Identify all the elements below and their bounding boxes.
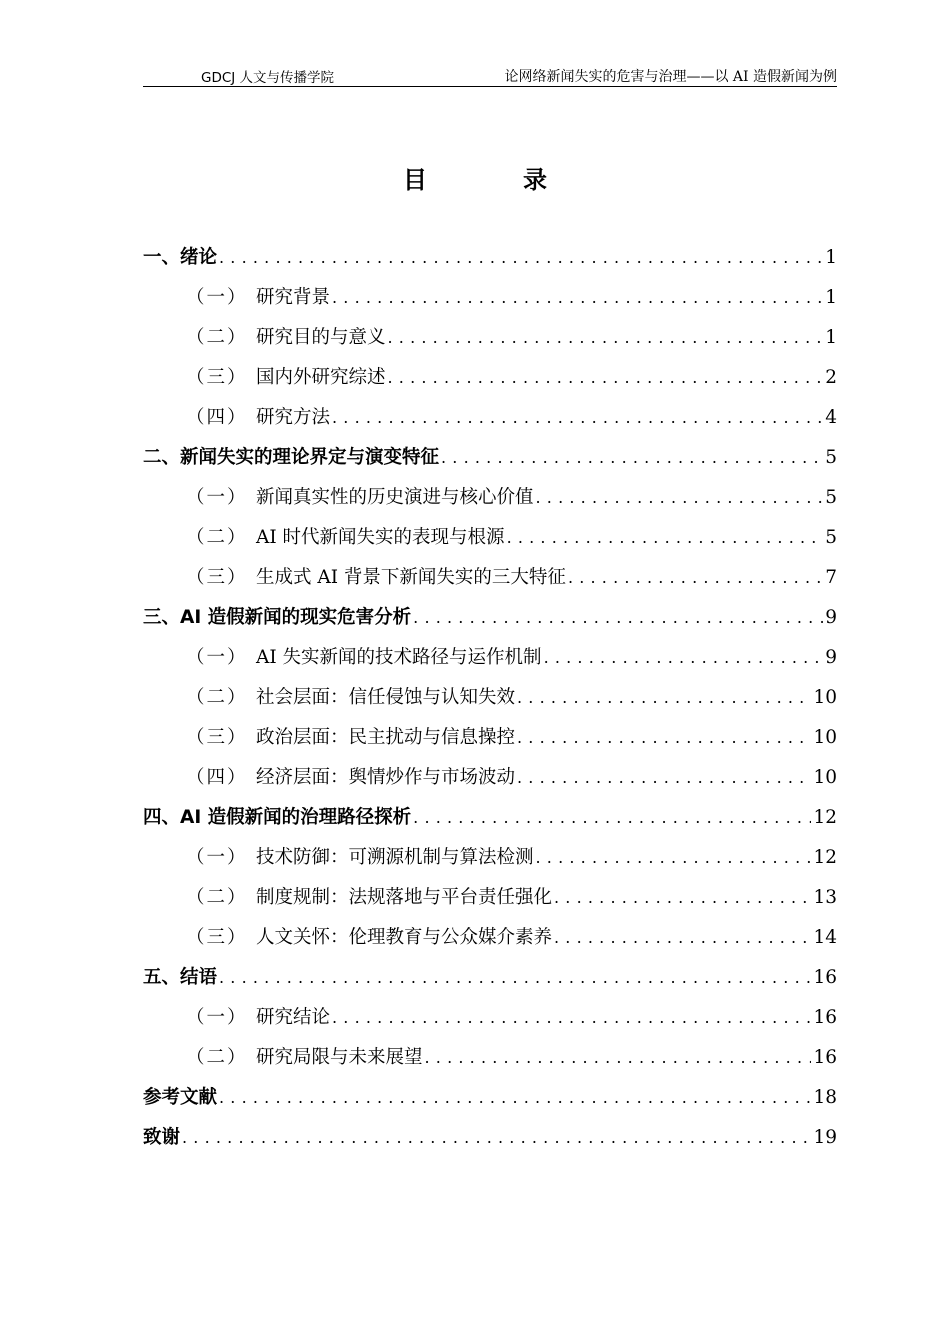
toc-entry[interactable] <box>186 883 837 913</box>
toc-entry-label: 生成式 AI 背景下新闻失实的三大特征 <box>256 567 566 588</box>
toc-entry-label: 制度规制：法规落地与平台责任强化 <box>256 887 553 908</box>
toc-entry-page: 1 <box>825 287 837 308</box>
toc-entry[interactable] <box>186 523 837 553</box>
toc-entry[interactable] <box>143 803 837 833</box>
toc-entry-number: （一） <box>186 647 248 668</box>
toc-entry-page: 1 <box>825 327 837 348</box>
toc-leader-dots <box>425 1043 812 1073</box>
toc-entry[interactable] <box>186 763 837 793</box>
toc-entry-label: 政治层面：民主扰动与信息操控 <box>256 727 516 748</box>
toc-entry-number: （二） <box>186 527 248 548</box>
toc-entry-number: （三） <box>186 367 248 388</box>
toc-leader-dots <box>517 723 811 753</box>
toc-entry-number: （一） <box>186 287 248 308</box>
page-header <box>143 64 837 87</box>
toc-entry-page: 10 <box>813 727 837 748</box>
toc-entry-page: 16 <box>813 1007 837 1028</box>
toc-leader-dots <box>219 243 823 273</box>
toc-entry-number: （三） <box>186 727 248 748</box>
toc-entry-label: 社会层面：信任侵蚀与认知失效 <box>256 687 516 708</box>
toc-leader-dots <box>507 523 824 553</box>
toc-leader-dots <box>332 283 823 313</box>
toc-entry-number: （三） <box>186 927 248 948</box>
toc-entry-page: 7 <box>825 567 837 588</box>
toc-entry[interactable] <box>143 603 837 633</box>
toc-entry-label: 一、绪论 <box>143 247 218 268</box>
toc-entry[interactable] <box>186 283 837 313</box>
toc-leader-dots <box>517 683 811 713</box>
toc-entry[interactable] <box>186 683 837 713</box>
toc-entry-number: （四） <box>186 407 248 428</box>
toc-entry-label: 经济层面：舆情炒作与市场波动 <box>256 767 516 788</box>
toc-leader-dots <box>413 803 811 833</box>
toc-leader-dots <box>332 403 823 433</box>
toc-leader-dots <box>413 603 823 633</box>
toc-entry-label: 二、新闻失实的理论界定与演变特征 <box>143 447 440 468</box>
toc-leader-dots <box>517 763 811 793</box>
toc-entry-number: （一） <box>186 847 248 868</box>
toc-entry-label: 研究结论 <box>256 1007 331 1028</box>
toc-entry[interactable] <box>186 323 837 353</box>
toc-title: 目录 <box>403 166 643 194</box>
toc-entry[interactable] <box>143 443 837 473</box>
toc-entry-label: 人文关怀：伦理教育与公众媒介素养 <box>256 927 553 948</box>
toc-entry[interactable] <box>143 1083 837 1113</box>
toc-entry-number: （四） <box>186 767 248 788</box>
toc-entry[interactable] <box>143 963 837 993</box>
toc-leader-dots <box>536 483 824 513</box>
toc-leader-dots <box>388 363 824 393</box>
toc-leader-dots <box>568 563 823 593</box>
toc-entry-page: 19 <box>813 1127 837 1148</box>
toc-entry-label: 研究方法 <box>256 407 331 428</box>
toc-leader-dots <box>219 1083 811 1113</box>
toc-entry-page: 16 <box>813 1047 837 1068</box>
toc-entry-label: AI 失实新闻的技术路径与运作机制 <box>256 647 542 668</box>
toc-entry[interactable] <box>186 723 837 753</box>
toc-entry-page: 16 <box>813 967 837 988</box>
toc-entry-label: 致谢 <box>143 1127 181 1148</box>
toc-leader-dots <box>554 883 811 913</box>
toc-entry-page: 18 <box>813 1087 837 1108</box>
toc-entry[interactable] <box>186 1003 837 1033</box>
toc-entry-number: （二） <box>186 687 248 708</box>
toc-entry-page: 2 <box>825 367 837 388</box>
toc-entry[interactable] <box>186 403 837 433</box>
toc-entry-page: 12 <box>813 807 837 828</box>
toc-entry-label: 三、AI 造假新闻的现实危害分析 <box>143 607 412 628</box>
toc-entry[interactable] <box>186 563 837 593</box>
toc-leader-dots <box>554 923 811 953</box>
toc-entry[interactable] <box>186 363 837 393</box>
toc-entry-page: 9 <box>825 647 837 668</box>
toc-entry-number: （二） <box>186 327 248 348</box>
toc-entry-label: 国内外研究综述 <box>256 367 386 388</box>
toc-entry-label: 研究目的与意义 <box>256 327 386 348</box>
toc-entry[interactable] <box>186 843 837 873</box>
toc-leader-dots <box>219 963 811 993</box>
header-thesis-title: 论网络新闻失实的危害与治理——以 AI 造假新闻为例 <box>504 69 837 85</box>
toc-leader-dots <box>332 1003 811 1033</box>
toc-entry-number: （一） <box>186 487 248 508</box>
header-school: GDCJ 人文与传播学院 <box>201 70 335 86</box>
toc-entry[interactable] <box>186 483 837 513</box>
toc-entry-page: 13 <box>813 887 837 908</box>
toc-leader-dots <box>544 643 824 673</box>
toc-entry-page: 1 <box>825 247 837 268</box>
toc-entry-label: 新闻真实性的历史演进与核心价值 <box>256 487 534 508</box>
toc-entry-label: 参考文献 <box>143 1087 218 1108</box>
toc-entry[interactable] <box>186 1043 837 1073</box>
toc-entry-label: 五、结语 <box>143 967 218 988</box>
toc-entry[interactable] <box>186 923 837 953</box>
toc-entry-label: 研究局限与未来展望 <box>256 1047 423 1068</box>
toc-entry[interactable] <box>143 1123 837 1153</box>
toc-entry-page: 5 <box>825 447 837 468</box>
toc-entry-page: 12 <box>813 847 837 868</box>
toc-entry-page: 5 <box>825 487 837 508</box>
toc-entry-label: 研究背景 <box>256 287 331 308</box>
toc-entry-label: 技术防御：可溯源机制与算法检测 <box>256 847 534 868</box>
toc-entry-page: 9 <box>825 607 837 628</box>
toc-entry-number: （一） <box>186 1007 248 1028</box>
toc-entry-page: 14 <box>813 927 837 948</box>
toc-entry-label: 四、AI 造假新闻的治理路径探析 <box>143 807 412 828</box>
toc-entry[interactable] <box>143 243 837 273</box>
toc-entry-label: AI 时代新闻失实的表现与根源 <box>256 527 505 548</box>
toc-leader-dots <box>182 1123 811 1153</box>
toc-entry-page: 5 <box>825 527 837 548</box>
toc-leader-dots <box>388 323 824 353</box>
toc-leader-dots <box>536 843 812 873</box>
toc-entry-page: 10 <box>813 687 837 708</box>
toc-entry-page: 10 <box>813 767 837 788</box>
toc-entry[interactable] <box>186 643 837 673</box>
toc-entry-number: （三） <box>186 567 248 588</box>
toc-entry-number: （二） <box>186 1047 248 1068</box>
toc-entry-number: （二） <box>186 887 248 908</box>
toc-leader-dots <box>441 443 823 473</box>
toc-entry-page: 4 <box>825 407 837 428</box>
